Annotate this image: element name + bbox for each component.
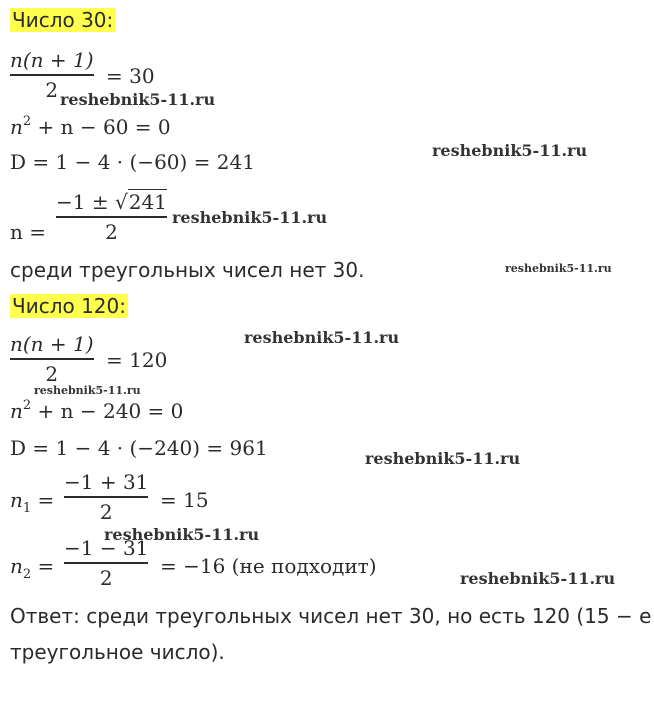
quadratic-rest: + n − 60 = 0 (37, 115, 171, 139)
exponent: 2 (22, 114, 32, 129)
watermark: reshebnik5-11.ru (244, 328, 400, 347)
fraction-numerator: n(n + 1) (10, 332, 94, 356)
equation-rhs: = 30 (106, 64, 155, 88)
sqrt-icon: √ (114, 190, 128, 214)
n1-fraction (64, 470, 148, 524)
conclusion-text: среди треугольных чисел нет 30. (10, 258, 365, 282)
discriminant-line: D = 1 − 4 · (−60) = 241 (10, 150, 255, 174)
n1-lhs (10, 488, 54, 516)
n1-rhs: = 15 (160, 488, 209, 512)
watermark: reshebnik5-11.ru (104, 525, 260, 544)
quadratic-rest: + n − 240 = 0 (37, 399, 184, 423)
equals: = (37, 488, 55, 512)
discriminant-line: D = 1 − 4 · (−240) = 961 (10, 436, 268, 460)
exponent: 2 (22, 398, 32, 413)
subscript: 2 (22, 567, 32, 582)
n1-denominator: 2 (99, 499, 113, 524)
var-n: n (10, 488, 23, 512)
answer-line-2: треугольное число). (10, 640, 225, 664)
root-num-prefix: −1 ± (56, 190, 115, 214)
var-n: n (10, 115, 23, 139)
heading-number-120 (10, 294, 128, 318)
answer-line-1: Ответ: среди треугольных чисел нет 30, но есть 120 (15 − е (10, 604, 652, 628)
quadratic-equation (10, 398, 183, 423)
fraction-numerator: n(n + 1) (10, 48, 94, 72)
n1-numerator: −1 + 31 (64, 470, 149, 494)
highlighted-heading: Число 120: (12, 294, 126, 318)
fraction-bar (56, 216, 167, 218)
equals: = (37, 554, 55, 578)
var-n: n (10, 554, 23, 578)
fraction-bar (64, 562, 148, 564)
root-lhs: n = (10, 220, 46, 244)
fraction-denominator: 2 (45, 361, 59, 386)
fraction-bar (10, 358, 94, 360)
highlighted-heading: Число 30: (12, 8, 114, 32)
root-numerator (56, 190, 167, 214)
fraction-bar (10, 74, 94, 76)
heading-number-30 (10, 8, 115, 32)
n2-denominator: 2 (99, 565, 113, 590)
n2-fraction (64, 536, 148, 590)
n2-rhs: = −16 (не подходит) (160, 554, 377, 578)
watermark: reshebnik5-11.ru (34, 384, 141, 397)
subscript: 1 (22, 501, 32, 516)
watermark: reshebnik5-11.ru (460, 569, 616, 588)
root-denominator: 2 (105, 219, 118, 244)
fraction-n-n1-over-2 (10, 332, 94, 386)
watermark: reshebnik5-11.ru (60, 90, 216, 109)
n2-lhs (10, 554, 54, 582)
root-fraction (56, 190, 167, 244)
sqrt-radicand: 241 (128, 190, 167, 214)
watermark: reshebnik5-11.ru (432, 141, 588, 160)
watermark: reshebnik5-11.ru (172, 208, 328, 227)
fraction-bar (64, 496, 148, 498)
fraction-denominator: 2 (45, 77, 59, 102)
watermark: reshebnik5-11.ru (505, 262, 612, 275)
watermark: reshebnik5-11.ru (365, 449, 521, 468)
var-n: n (10, 399, 23, 423)
n2-numerator: −1 − 31 (64, 536, 149, 560)
quadratic-equation (10, 114, 171, 139)
equation-rhs: = 120 (106, 348, 168, 372)
